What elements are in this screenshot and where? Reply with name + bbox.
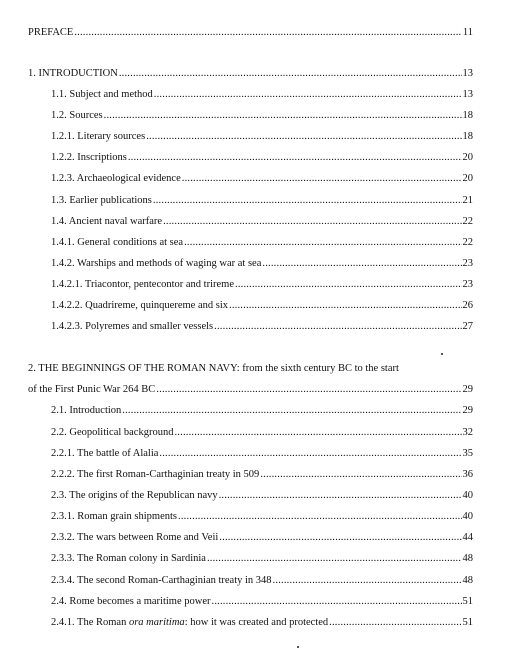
toc-entry-title: 1.1. Subject and method [51,89,153,100]
toc-entry-1-2-3 [51,172,473,185]
toc-entry-page: 11 [462,27,473,38]
toc-entry-title: 1.2. Sources [51,110,103,121]
title-part: 2.4.1. The Roman [51,617,129,628]
leader-dots [122,404,461,417]
scan-speck [297,646,299,648]
toc-entry-1-2 [51,109,473,122]
toc-entry-title: PREFACE [28,27,74,38]
toc-entry-page: 23 [462,258,473,269]
toc-entry-1-3 [51,194,473,207]
toc-entry-page: 32 [462,427,473,438]
toc-entry-2-4 [51,595,473,608]
toc-entry-title: 2.3.4. The second Roman-Carthaginian treaty in 348 [51,575,272,586]
toc-entry-page: 13 [462,89,473,100]
leader-dots [219,531,461,544]
toc-entry-2-1 [51,404,473,417]
toc-entry-title: 1.4.2.1. Triacontor, pentecontor and trireme [51,279,234,290]
leader-dots [212,595,462,608]
toc-entry-page: 40 [462,511,473,522]
toc-entry-title: 2.3.1. Roman grain shipments [51,511,177,522]
toc-entry-page: 35 [462,448,473,459]
toc-entry-title: 2.2. Geopolitical background [51,427,174,438]
scan-speck [441,353,443,355]
toc-entry-chapter-2-line1: 2. THE BEGINNINGS OF THE ROMAN NAVY: from the sixth century BC to the start [28,363,399,374]
leader-dots [184,236,461,249]
title-italic-part: ora maritima [128,617,185,628]
toc-entry-1-4-1 [51,236,473,249]
leader-dots [329,616,461,629]
toc-entry-title: 2.2.2. The first Roman-Carthaginian treaty in 509 [51,469,260,480]
toc-entry-preface [28,26,473,39]
toc-entry-title: 1.2.2. Inscriptions [51,152,127,163]
leader-dots [74,26,462,39]
leader-dots [260,468,461,481]
toc-entry-title: 2.3.3. The Roman colony in Sardinia [51,553,206,564]
toc-entry-page: 26 [462,300,473,311]
leader-dots [153,194,462,207]
toc-entry-page: 21 [462,195,473,206]
leader-dots [174,426,461,439]
toc-entry-page: 40 [462,490,473,501]
leader-dots [156,383,461,396]
toc-entry-2-4-1 [51,616,473,629]
leader-dots [128,151,462,164]
toc-entry-page: 27 [462,321,473,332]
toc-entry-page: 18 [462,131,473,142]
leader-dots [207,552,462,565]
toc-entry-title: of the First Punic War 264 BC [28,384,156,395]
toc-entry-2-2-2 [51,468,473,481]
leader-dots [235,278,462,291]
toc-entry-1-4-2 [51,257,473,270]
toc-entry-page: 20 [462,173,473,184]
toc-entry-2-2-1 [51,447,473,460]
toc-entry-page: 48 [462,553,473,564]
toc-entry-title: 1.4.2. Warships and methods of waging war at sea [51,258,262,269]
toc-entry-title: 2.3.2. The wars between Rome and Veii [51,532,219,543]
leader-dots [104,109,462,122]
leader-dots [178,510,462,523]
toc-entry-title: 1.4.2.3. Polyremes and smaller vessels [51,321,214,332]
toc-entry-chapter-2 [28,383,473,396]
toc-entry-page: 23 [462,279,473,290]
leader-dots [214,320,461,333]
toc-entry-page: 48 [462,575,473,586]
toc-entry-title: 1.4.2.2. Quadrireme, quinquereme and six [51,300,228,311]
toc-entry-page: 18 [462,110,473,121]
leader-dots [273,574,462,587]
toc-entry-1-4-2-3 [51,320,473,333]
toc-entry-title: 1.2.3. Archaeological evidence [51,173,181,184]
toc-entry-page: 22 [462,216,473,227]
toc-entry-title: 2.3. The origins of the Republican navy [51,490,218,501]
toc-entry-page: 13 [462,68,473,79]
toc-entry-2-3 [51,489,473,502]
leader-dots [182,172,462,185]
toc-entry-title: 1.4.1. General conditions at sea [51,237,184,248]
toc-entry-title: 1.2.1. Literary sources [51,131,146,142]
leader-dots [146,130,461,143]
leader-dots [154,88,462,101]
leader-dots [229,299,462,312]
toc-entry-title: 2.1. Introduction [51,405,122,416]
leader-dots [119,67,462,80]
title-part: : how it was created and protected [184,617,329,628]
toc-entry-1-2-1 [51,130,473,143]
toc-entry-title: 1. INTRODUCTION [28,68,118,79]
toc-entry-title: 2.2.1. The battle of Alalia [51,448,159,459]
toc-entry-page: 29 [462,405,473,416]
toc-entry-2-3-2 [51,531,473,544]
toc-entry-page: 20 [462,152,473,163]
toc-entry-1-4 [51,215,473,228]
toc-entry-1-1 [51,88,473,101]
leader-dots [219,489,462,502]
toc-entry-2-3-4 [51,574,473,587]
toc-entry-title: 1.3. Earlier publications [51,195,152,206]
toc-entry-page: 29 [462,384,473,395]
toc-entry-title: 1.4. Ancient naval warfare [51,216,163,227]
toc-entry-page: 51 [462,596,473,607]
leader-dots [262,257,461,270]
leader-dots [159,447,461,460]
toc-entry-1-2-2 [51,151,473,164]
toc-entry-1-4-2-2 [51,299,473,312]
toc-entry-page: 36 [462,469,473,480]
toc-entry-chapter-1 [28,67,473,80]
toc-entry-page: 51 [462,617,473,628]
toc-entry-page: 22 [462,237,473,248]
toc-entry-page: 44 [462,532,473,543]
toc-entry-2-3-3 [51,552,473,565]
toc-entry-2-2 [51,426,473,439]
toc-entry-1-4-2-1 [51,278,473,291]
toc-entry-title: 2.4. Rome becomes a maritime power [51,596,211,607]
toc-entry-title [51,616,328,629]
toc-entry-2-3-1 [51,510,473,523]
leader-dots [163,215,461,228]
